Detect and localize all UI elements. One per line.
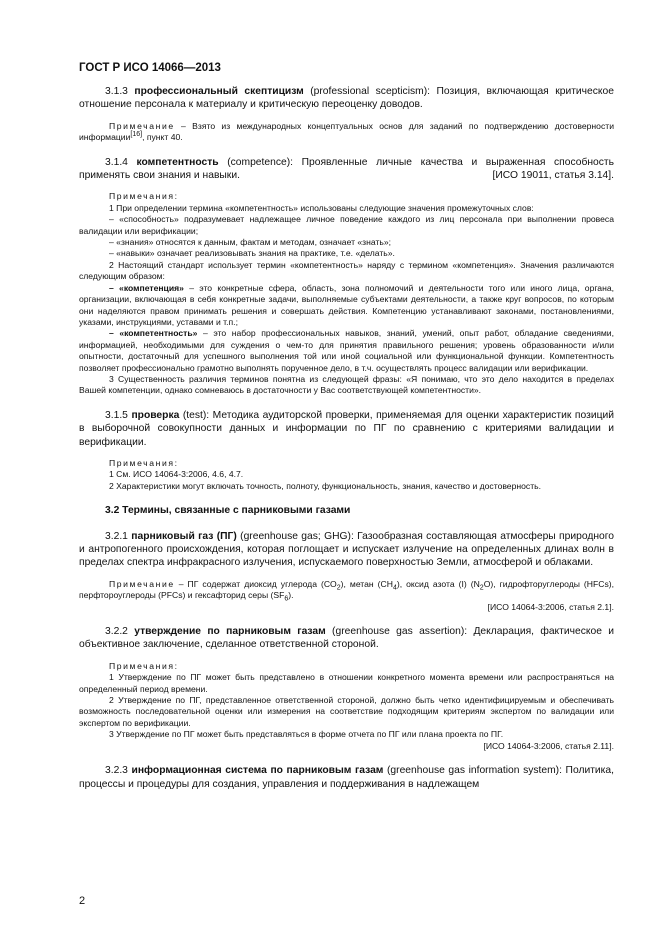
source-3-2-1: [ИСО 14064-3:2006, статья 2.1]. [487,601,614,612]
note-dash: – [174,120,193,131]
source-3-1-4: [ИСО 19011, статья 3.14]. [492,170,614,182]
note-term-text: – это набор профессиональных навыков, знаний, умений, опыт работ, обладание сведениями, информацией, необходимыми для суждения о чем-то для принятия правильного решения; уровень образованности и/или опытности, достаточный для успешного выполнения той или иной социальной или функциональной функции. Компетентность позволяет профессионально грамотно выполнять порученное дело, в т.ч. осуществлять процесс валидации или верификации. [79,328,614,373]
note-item: 1 См. ИСО 14064-3:2006, 4.6, 4.7. [109,469,244,480]
term-title: информационная система по парниковым газам [131,765,384,777]
subscript: 6 [284,595,289,603]
term-definition: (professional scepticism): Позиция, включающая критическое отношение персонала к материалу и критическую переоценку доводов. [79,86,614,111]
note-item: 2 Утверждение по ПГ, представленное ответственной стороной, должно быть четко идентифицируемым и обеспечивать возможность последовательной оценки или измерения на соответствие подходящим критериям экспертом по валидации или экспертом по верификации. [79,695,614,728]
note-text: ), оксид азота (I) (N [396,578,480,589]
term-3-2-3 [79,764,614,791]
note-item: – «знания» относятся к данным, фактам и методам, означает «знать»; [109,237,392,248]
note-item: 3 Утверждение по ПГ может быть представляться в форме отчета по ПГ или плана проекта по ПГ. [109,729,504,740]
term-definition: (greenhouse gas information system): Политика, процессы и процедуры для создания, управления и поддерживания в надлежащем [79,765,614,790]
notes-label-text: Примечания: [109,457,179,468]
term-number: 3.2.1 [105,530,128,542]
note-dash: – [174,578,188,589]
term-title: парниковый газ (ПГ) [131,530,237,542]
term-definition: (competence): Проявленные личные качества и выраженная способность применять свои знания и навыки. [79,156,614,182]
document-page [79,62,614,791]
note-text: ). [288,590,294,601]
note-tail: , пункт 40. [142,132,183,143]
note-text: Взято из международных концептуальных основ для заданий по подтверждению достоверности информации [79,120,614,143]
note-item: 2 Настоящий стандарт использует термин «компетентность» наряду с термином «компетенция». Значения различаются следующим образом: [79,259,614,282]
term-number: 3.1.3 [105,86,128,97]
notes-label [79,458,614,469]
document-header: ГОСТ Р ИСО 14066—2013 [79,62,221,74]
reference-mark: [16] [130,131,143,139]
note-term: – «компетенция» [109,282,184,293]
note-item: 3 Существенность различия терминов понятна из следующей фразы: «Я понимаю, что это дело находится в пределах Вашей компетенции, однако сомневаюсь в достаточности у Вас соответствующей компетентности». [79,373,614,396]
term-number: 3.1.4 [105,156,128,168]
note-label: Примечание [109,120,175,131]
note-text: ПГ содержат диоксид углерода (CO [187,578,337,589]
note-item [79,283,614,329]
page-number: 2 [79,895,86,907]
notes-label [79,661,614,672]
source-3-2-2: [ИСО 14064-3:2006, статья 2.11]. [483,740,614,751]
term-definition: (greenhouse gas assertion): Декларация, фактическое и объективное заключение, сделанное ответственной стороной. [79,626,614,651]
note-label: Примечание [109,578,175,589]
note-text: O), гидрофторуглероды (HFCs), перфтороуглероды (PFCs) и гексафторид серы (SF [79,578,615,601]
note-3-2-1 [79,579,614,602]
notes-label-text: Примечания: [109,191,179,202]
note-item: 2 Характеристики могут включать точность, полноту, функциональность, знания, качество и достоверность. [109,480,541,491]
note-item: 1 Утверждение по ПГ может быть представлено в отношении конкретного момента времени или распространяться на определенный период времени. [79,672,614,694]
term-title: проверка [131,409,180,421]
note-item: 1 При определении термина «компетентность» использованы следующие значения промежуточных слов: [109,202,534,213]
term-3-2-1 [79,530,614,570]
term-3-2-2 [79,625,614,652]
note-item: – «навыки» означает реализовывать знания на практике, т.е. «делать». [109,248,395,259]
term-title: утверждение по парниковым газам [134,626,326,638]
term-number: 3.2.3 [105,765,128,777]
note-term: – «компетентность» [109,328,198,339]
note-3-1-3 [79,121,614,144]
notes-label [79,191,614,202]
term-3-1-3 [79,85,614,112]
term-definition: (test): Методика аудиторской проверки, применяемая для оценки характеристик позиций в выборочной совокупности данных и информации по ПГ по сравнению с критериями валидации и верификации. [79,409,614,448]
term-definition: (greenhouse gas; GHG): Газообразная составляющая атмосферы природного и антропогенного происхождения, которая поглощает и испускает излучение на определенных длинах волн в пределах спектра инфракрасного излучения, испускаемого поверхностью Земли, атмосферой и облаками. [79,530,614,569]
term-3-1-5 [79,409,614,449]
term-number: 3.1.5 [105,409,128,421]
note-text: ), метан (CH [340,578,393,589]
notes-label-text: Примечания: [109,660,179,671]
subscript: 2 [336,584,341,592]
term-title: компетентность [136,156,219,168]
section-heading-3-2: 3.2 Термины, связанные с парниковыми газами [105,505,351,517]
note-item: – «способность» подразумевает надлежащее личное поведение каждого из лиц персонала при выполнении провеса валидации или верификации; [79,214,614,236]
note-term-text: – это конкретные сфера, область, зона полномочий и деятельности того или иного лица, органа, организации, включающая в себя конкретные задачи, выполняемые субъектами деятельности, а также круг вопросов, по которым они наделяются правом принимать решения и совершать действия. Компетенцию устанавливают законами, постановлениями, указами, инструкциями, уставами и т.п.; [79,282,615,327]
subscript: 2 [479,584,484,592]
note-item [79,328,614,374]
term-title: профессиональный скептицизм [134,86,304,97]
term-number: 3.2.2 [105,626,128,638]
subscript: 4 [392,584,397,592]
